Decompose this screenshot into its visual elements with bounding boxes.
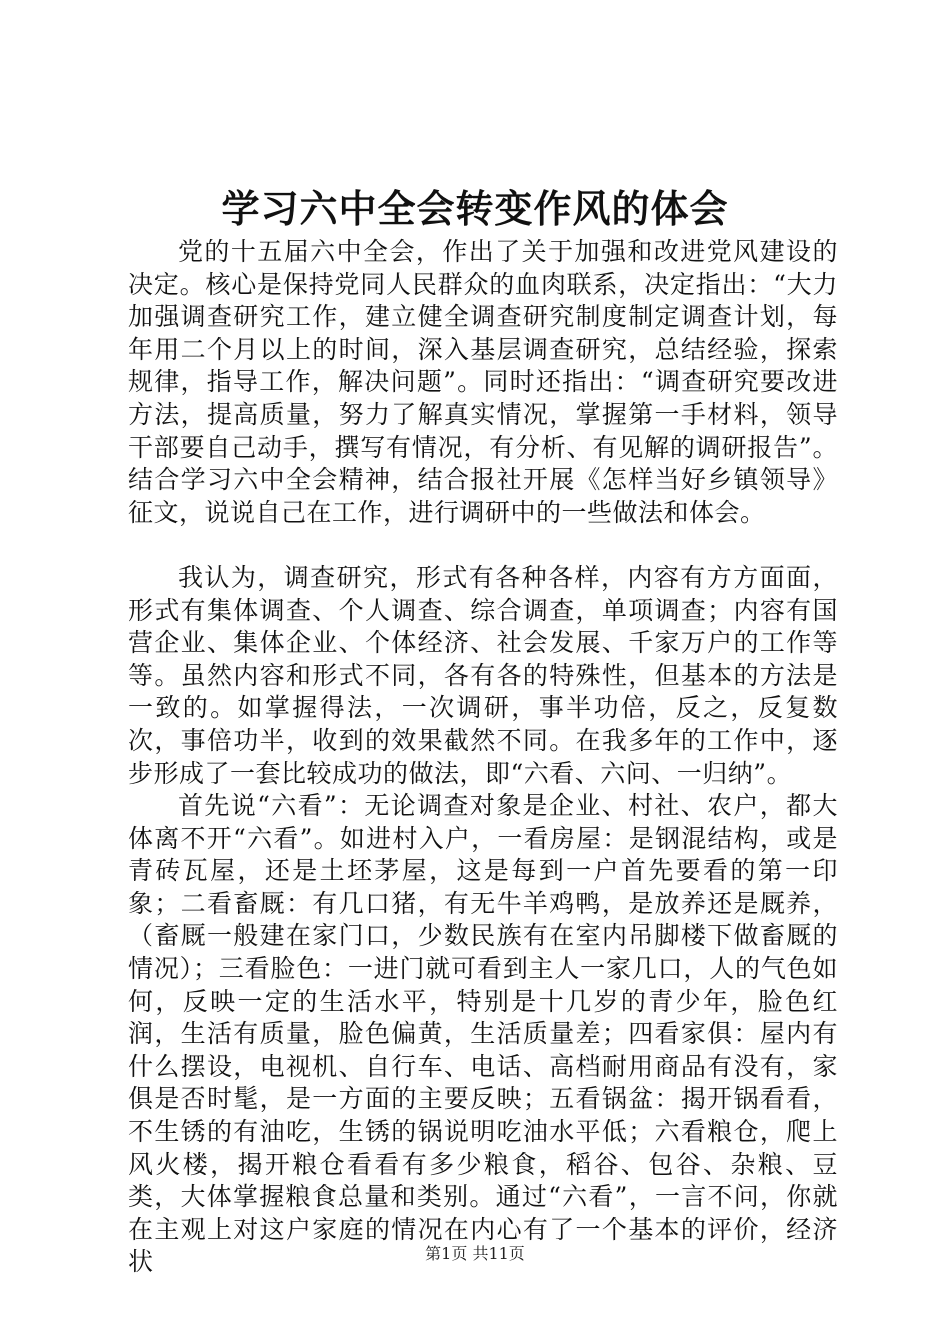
page-footer: 第1页 共11页 bbox=[425, 1244, 525, 1263]
paragraph-3: 首先说“六看”：无论调查对象是企业、村社、农户，都大体离不开“六看”。如进村入户，一看房屋：是钢混结构，或是青砖瓦屋，还是土坯茅屋，这是每到一户首先要看的第一印象；二看畜厩：有几口猪，有无牛羊鸡鸭，是放养还是厩养，（畜厩一般建在家门口，少数民族有在室内吊脚楼下做畜厩的情况）；三看脸色：一进门就可看到主人一家几口，人的气色如何，反映一定的生活水平，特别是十几岁的青少年，脸色红润，生活有质量，脸色偏黄，生活质量差；四看家俱：屋内有什么摆设，电视机、自行车、电话、高档耐用商品有没有，家俱是否时髦，是一方面的主要反映；五看锅盆：揭开锅看看，不生锈的有油吃，生锈的锅说明吃油水平低；六看粮仓，爬上风火楼，揭开粮仓看看有多少粮食，稻谷、包谷、杂粮、豆类，大体掌握粮食总量和类别。通过“六看”，一言不问，你就在主观上对这户家庭的情况在内心有了一个基本的评价，经济状 bbox=[128, 791, 838, 1277]
paragraph-2: 我认为，调查研究，形式有各种各样，内容有方方面面，形式有集体调查、个人调查、综合调查，单项调查；内容有国营企业、集体企业、个体经济、社会发展、千家万户的工作等等。虽然内容和形式不同，各有各的特殊性，但基本的方法是一致的。如掌握得法，一次调研，事半功倍，反之，反复数次，事倍功半，收到的效果截然不同。在我多年的工作中，逐步形成了一套比较成功的做法，即“六看、六问、一归纳”。 bbox=[128, 562, 838, 788]
document-title: 学习六中全会转变作风的体会 bbox=[221, 186, 729, 231]
paragraph-1: 党的十五届六中全会，作出了关于加强和改进党风建设的决定。核心是保持党同人民群众的血肉联系，决定指出：“大力加强调查研究工作，建立健全调查研究制度制定调查计划，每年用二个月以上的时间，深入基层调查研究，总结经验，探索规律，指导工作，解决问题”。同时还指出：“调查研究要改进方法，提高质量，努力了解真实情况，掌握第一手材料，领导干部要自己动手，撰写有情况，有分析、有见解的调研报告”。结合学习六中全会精神，结合报社开展《怎样当好乡镇领导》征文，说说自己在工作，进行调研中的一些做法和体会。 bbox=[128, 237, 838, 527]
document-body bbox=[128, 236, 838, 1279]
